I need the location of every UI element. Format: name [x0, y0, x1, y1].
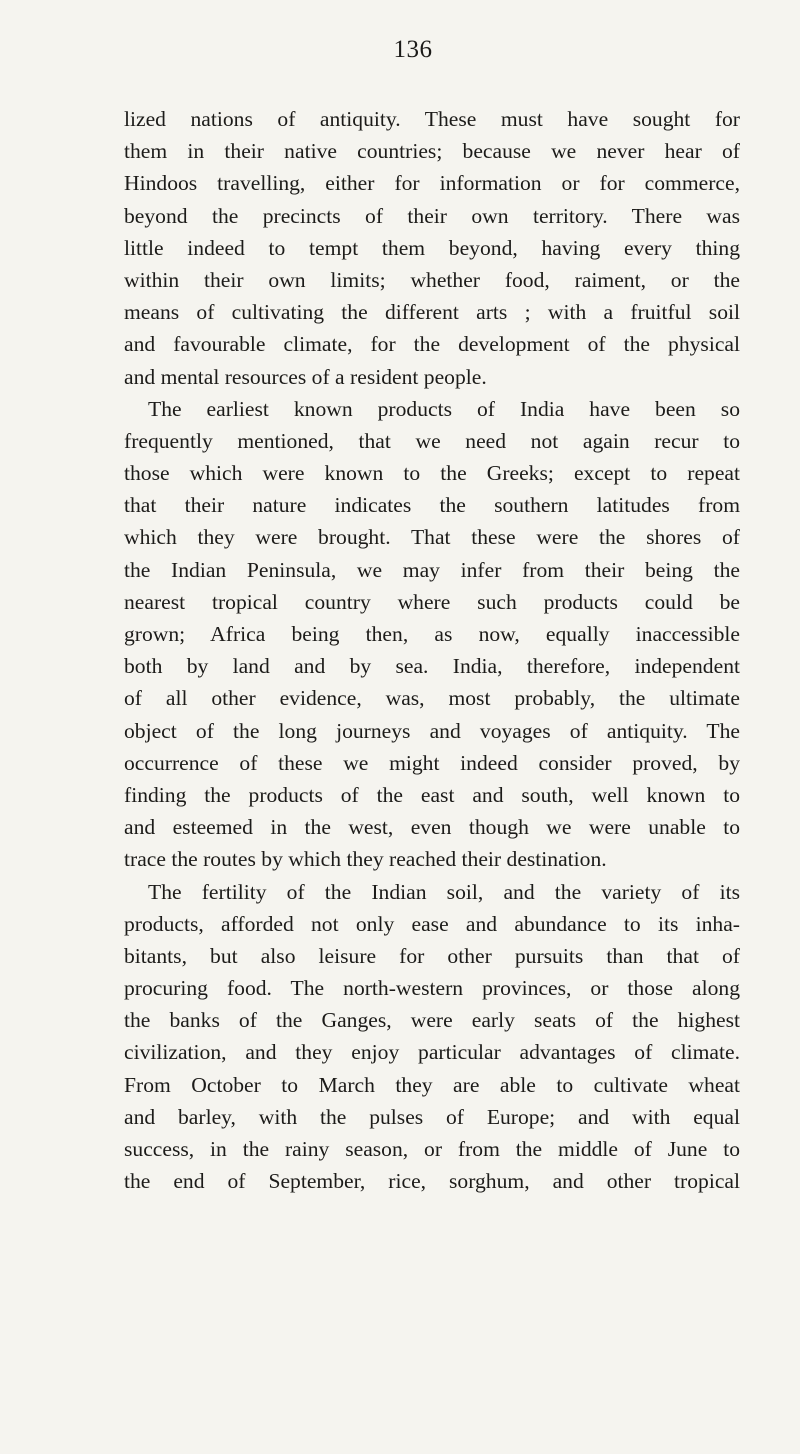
text-line: bitants, but also leisure for other pursuits than that of [124, 943, 740, 968]
text-line: beyond the precincts of their own territory. There was [124, 203, 740, 228]
text-line: and esteemed in the west, even though we were unable to [124, 815, 740, 840]
text-line: the Indian Peninsula, we may infer from their being the [124, 557, 740, 582]
text-line: products, afforded not only ease and abundance to its inha- [124, 911, 740, 936]
text-line: From October to March they are able to cultivate wheat [124, 1072, 740, 1097]
text-line: frequently mentioned, that we need not again recur to [124, 428, 740, 453]
text-line: success, in the rainy season, or from the middle of June to [124, 1137, 740, 1161]
text-line: within their own limits; whether food, raiment, or the [124, 267, 740, 292]
text-line: and barley, with the pulses of Europe; and with equal [124, 1104, 740, 1129]
text-line: means of cultivating the different arts ; with a fruitful soil [124, 300, 740, 325]
text-line: which they were brought. That these were the shores of [124, 525, 740, 550]
text-line: the banks of the Ganges, were early seats of the highest [124, 1008, 740, 1033]
text-line: them in their native countries; because we never hear of [124, 139, 740, 164]
text-line: those which were known to the Greeks; except to repeat [124, 461, 740, 486]
page-number: 136 [393, 36, 433, 63]
text-line: both by land and by sea. India, therefore, independent [124, 654, 740, 679]
text-line: lized nations of antiquity. These must have sought for [124, 107, 740, 131]
text-line: occurrence of these we might indeed consider proved, by [124, 750, 740, 775]
text-line: The fertility of the Indian soil, and the variety of its [148, 879, 740, 904]
text-line: civilization, and they enjoy particular advantages of climate. [124, 1040, 740, 1065]
text-line: the end of September, rice, sorghum, and other tropical [124, 1169, 740, 1194]
text-line: finding the products of the east and south, well known to [124, 782, 740, 807]
text-line: The earliest known products of India have been so [148, 396, 740, 421]
text-line: and favourable climate, for the development of the physical [124, 332, 740, 357]
text-line: and mental resources of a resident people. [124, 364, 487, 389]
text-line: nearest tropical country where such products could be [124, 589, 740, 614]
text-line: little indeed to tempt them beyond, having every thing [124, 235, 740, 260]
text-line: of all other evidence, was, most probably, the ultimate [124, 686, 740, 711]
text-line: object of the long journeys and voyages of antiquity. The [124, 718, 740, 743]
body-text [124, 103, 740, 1197]
text-line: procuring food. The north-western provinces, or those along [124, 976, 740, 1001]
text-line: that their nature indicates the southern latitudes from [124, 493, 740, 518]
text-line: trace the routes by which they reached their destination. [124, 847, 607, 872]
text-line: grown; Africa being then, as now, equally inaccessible [124, 622, 740, 646]
text-line: Hindoos travelling, either for information or for commerce, [124, 171, 740, 196]
